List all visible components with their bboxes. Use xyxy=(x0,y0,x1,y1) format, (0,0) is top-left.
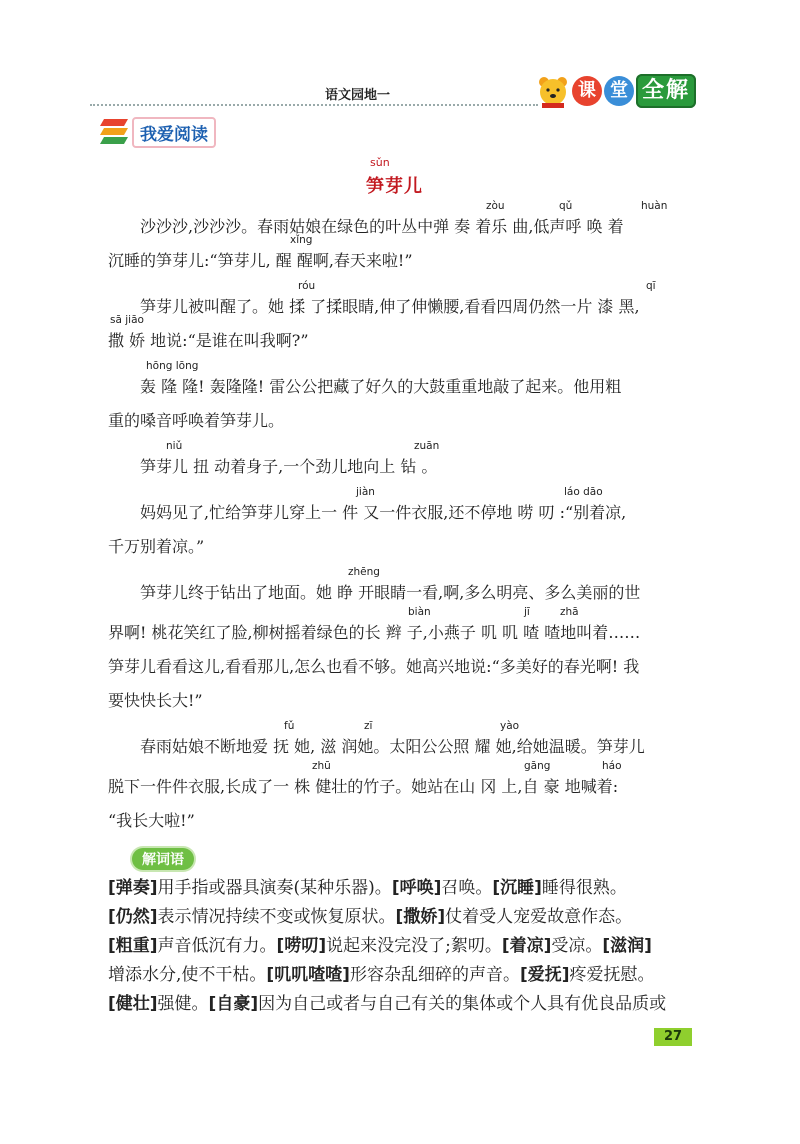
pinyin-annotation: zhā xyxy=(560,606,579,618)
story-line: 脱下一件件衣服,长成了一 株 健壮的竹子。她站在山 冈 上,自 豪 地喊着: xyxy=(108,777,619,796)
glossary-definition: 强健。 xyxy=(157,994,209,1014)
pinyin-annotation: huàn xyxy=(641,200,668,212)
glossary-line xyxy=(108,874,698,903)
pinyin-annotation: fǔ xyxy=(284,720,295,732)
pinyin-line xyxy=(108,520,693,534)
pinyin-annotation: yào xyxy=(500,720,520,732)
story-line: 沉睡的笋芽儿:“笋芽儿, 醒 醒啊,春天来啦!” xyxy=(108,251,413,270)
glossary-term: [粗重] xyxy=(108,936,158,956)
story-line: “我长大啦!” xyxy=(108,811,195,830)
glossary-definition: 召唤。 xyxy=(441,878,493,898)
glossary-line xyxy=(108,961,698,990)
story-line: 要快快长大!” xyxy=(108,691,203,710)
glossary-body xyxy=(108,874,698,1019)
glossary-term: [呼唤] xyxy=(391,878,442,898)
pinyin-line xyxy=(108,606,693,620)
glossary-term: [自豪] xyxy=(208,994,259,1014)
pinyin-line xyxy=(108,394,693,408)
pinyin-line xyxy=(108,234,693,248)
glossary-line xyxy=(108,903,698,932)
story-line: 笋芽儿看看这儿,看看那儿,怎么也看不够。她高兴地说:“多美好的春光啊! 我 xyxy=(108,657,640,676)
glossary-definition: 增添水分,使不干枯。 xyxy=(108,965,267,985)
bear-mascot-icon xyxy=(536,74,570,108)
pinyin-annotation: hōng lōng xyxy=(146,360,199,372)
glossary-term: [着凉] xyxy=(501,936,552,956)
pinyin-line xyxy=(108,440,693,454)
pinyin-annotation: róu xyxy=(298,280,316,292)
stripes-icon xyxy=(100,119,128,145)
section-label: 我爱阅读 xyxy=(132,117,216,148)
pinyin-annotation: zī xyxy=(364,720,373,732)
pinyin-annotation: zòu xyxy=(486,200,505,212)
pinyin-annotation: niǔ xyxy=(166,440,183,452)
glossary-definition: 形容杂乱细碎的声音。 xyxy=(349,965,520,985)
pinyin-line xyxy=(108,674,693,688)
glossary-definition: 睡得很熟。 xyxy=(541,878,627,898)
story-line: 笋芽儿终于钻出了地面。她 睁 开眼睛一看,啊,多么明亮、多么美丽的世 xyxy=(140,583,641,602)
brand-logo xyxy=(536,72,726,110)
pinyin-line xyxy=(108,794,693,808)
pinyin-line xyxy=(108,640,693,654)
glossary-term: [沉睡] xyxy=(492,878,542,898)
brand-char-1: 课 xyxy=(572,76,602,106)
pinyin-annotation: háo xyxy=(602,760,622,772)
glossary-label: 解词语 xyxy=(132,848,194,870)
story-line: 笋芽儿 扭 动着身子,一个劲儿地向上 钻 。 xyxy=(140,457,438,476)
pinyin-line xyxy=(108,280,693,294)
glossary-term: [弹奏] xyxy=(108,878,158,898)
story-line: 沙沙沙,沙沙沙。春雨姑娘在绿色的叶丛中弹 奏 着乐 曲,低声呼 唤 着 xyxy=(140,217,624,236)
story-line: 千万别着凉。” xyxy=(108,537,205,556)
pinyin-annotation: biàn xyxy=(408,606,431,618)
pinyin-annotation: zhū xyxy=(312,760,331,772)
story-body xyxy=(108,200,693,828)
glossary-definition: 用手指或器具演奏(某种乐器)。 xyxy=(157,878,392,898)
glossary-definition: 说起来没完没了;絮叨。 xyxy=(326,936,502,956)
story-line: 撒 娇 地说:“是谁在叫我啊?” xyxy=(108,331,309,350)
pinyin-annotation: xǐng xyxy=(290,234,313,246)
pinyin-line xyxy=(108,566,693,580)
glossary-term: [撒娇] xyxy=(395,907,446,927)
glossary-term: [唠叨] xyxy=(276,936,327,956)
pinyin-line xyxy=(108,360,693,374)
pinyin-annotation: láo dāo xyxy=(564,486,603,498)
glossary-definition: 表示情况持续不变或恢复原状。 xyxy=(157,907,396,927)
glossary-line xyxy=(108,932,698,961)
story-title: 笋芽儿 xyxy=(366,176,423,197)
pinyin-annotation: zuān xyxy=(414,440,440,452)
pinyin-line xyxy=(108,314,693,328)
pinyin-annotation: sā jiāo xyxy=(110,314,144,326)
glossary-term: [滋润] xyxy=(602,936,652,956)
page-header xyxy=(90,70,730,110)
pinyin-annotation: zhēng xyxy=(348,566,380,578)
glossary-definition: 疼爱抚慰。 xyxy=(569,965,655,985)
glossary-term: [叽叽喳喳] xyxy=(266,965,350,985)
story-line: 妈妈见了,忙给笋芽儿穿上一 件 又一件衣服,还不停地 唠 叨 :“别着凉, xyxy=(140,503,627,522)
story-line: 笋芽儿被叫醒了。她 揉 了揉眼睛,伸了伸懒腰,看看四周仍然一片 漆 黑, xyxy=(140,297,640,316)
glossary-term: [爱抚] xyxy=(519,965,570,985)
brand-char-2: 堂 xyxy=(604,76,634,106)
pinyin-annotation: qǔ xyxy=(559,200,573,212)
brand-char-3: 全解 xyxy=(636,74,696,108)
pinyin-line xyxy=(108,760,693,774)
glossary-definition: 仗着受人宠爱故意作态。 xyxy=(445,907,633,927)
glossary-line xyxy=(108,990,698,1019)
story-line: 重的嗓音呼唤着笋芽儿。 xyxy=(108,411,285,430)
title-pinyin: sǔn xyxy=(370,156,390,169)
story-line: 界啊! 桃花笑红了脸,柳树摇着绿色的长 辫 子,小燕子 叽 叽 喳 喳地叫着…… xyxy=(108,623,641,642)
glossary-term: [仍然] xyxy=(108,907,158,927)
glossary-definition: 声音低沉有力。 xyxy=(157,936,277,956)
story-line: 轰 隆 隆! 轰隆隆! 雷公公把藏了好久的大鼓重重地敲了起来。他用粗 xyxy=(140,377,622,396)
story-line: 春雨姑娘不断地爱 抚 她, 滋 润她。太阳公公照 耀 她,给她温暖。笋芽儿 xyxy=(140,737,645,756)
pinyin-line xyxy=(108,486,693,500)
pinyin-annotation: gāng xyxy=(524,760,551,772)
pinyin-line xyxy=(108,200,693,214)
chapter-title: 语文园地一 xyxy=(325,88,391,103)
glossary-definition: 因为自己或者与自己有关的集体或个人具有优良品质或 xyxy=(258,994,667,1014)
glossary-term: [健壮] xyxy=(108,994,158,1014)
pinyin-annotation: jī xyxy=(524,606,530,618)
glossary-definition: 受凉。 xyxy=(551,936,603,956)
header-divider xyxy=(90,104,538,106)
pinyin-line xyxy=(108,720,693,734)
section-heading xyxy=(100,118,216,146)
pinyin-annotation: qī xyxy=(646,280,656,292)
pinyin-annotation: jiàn xyxy=(356,486,375,498)
page-number: 27 xyxy=(654,1028,692,1046)
